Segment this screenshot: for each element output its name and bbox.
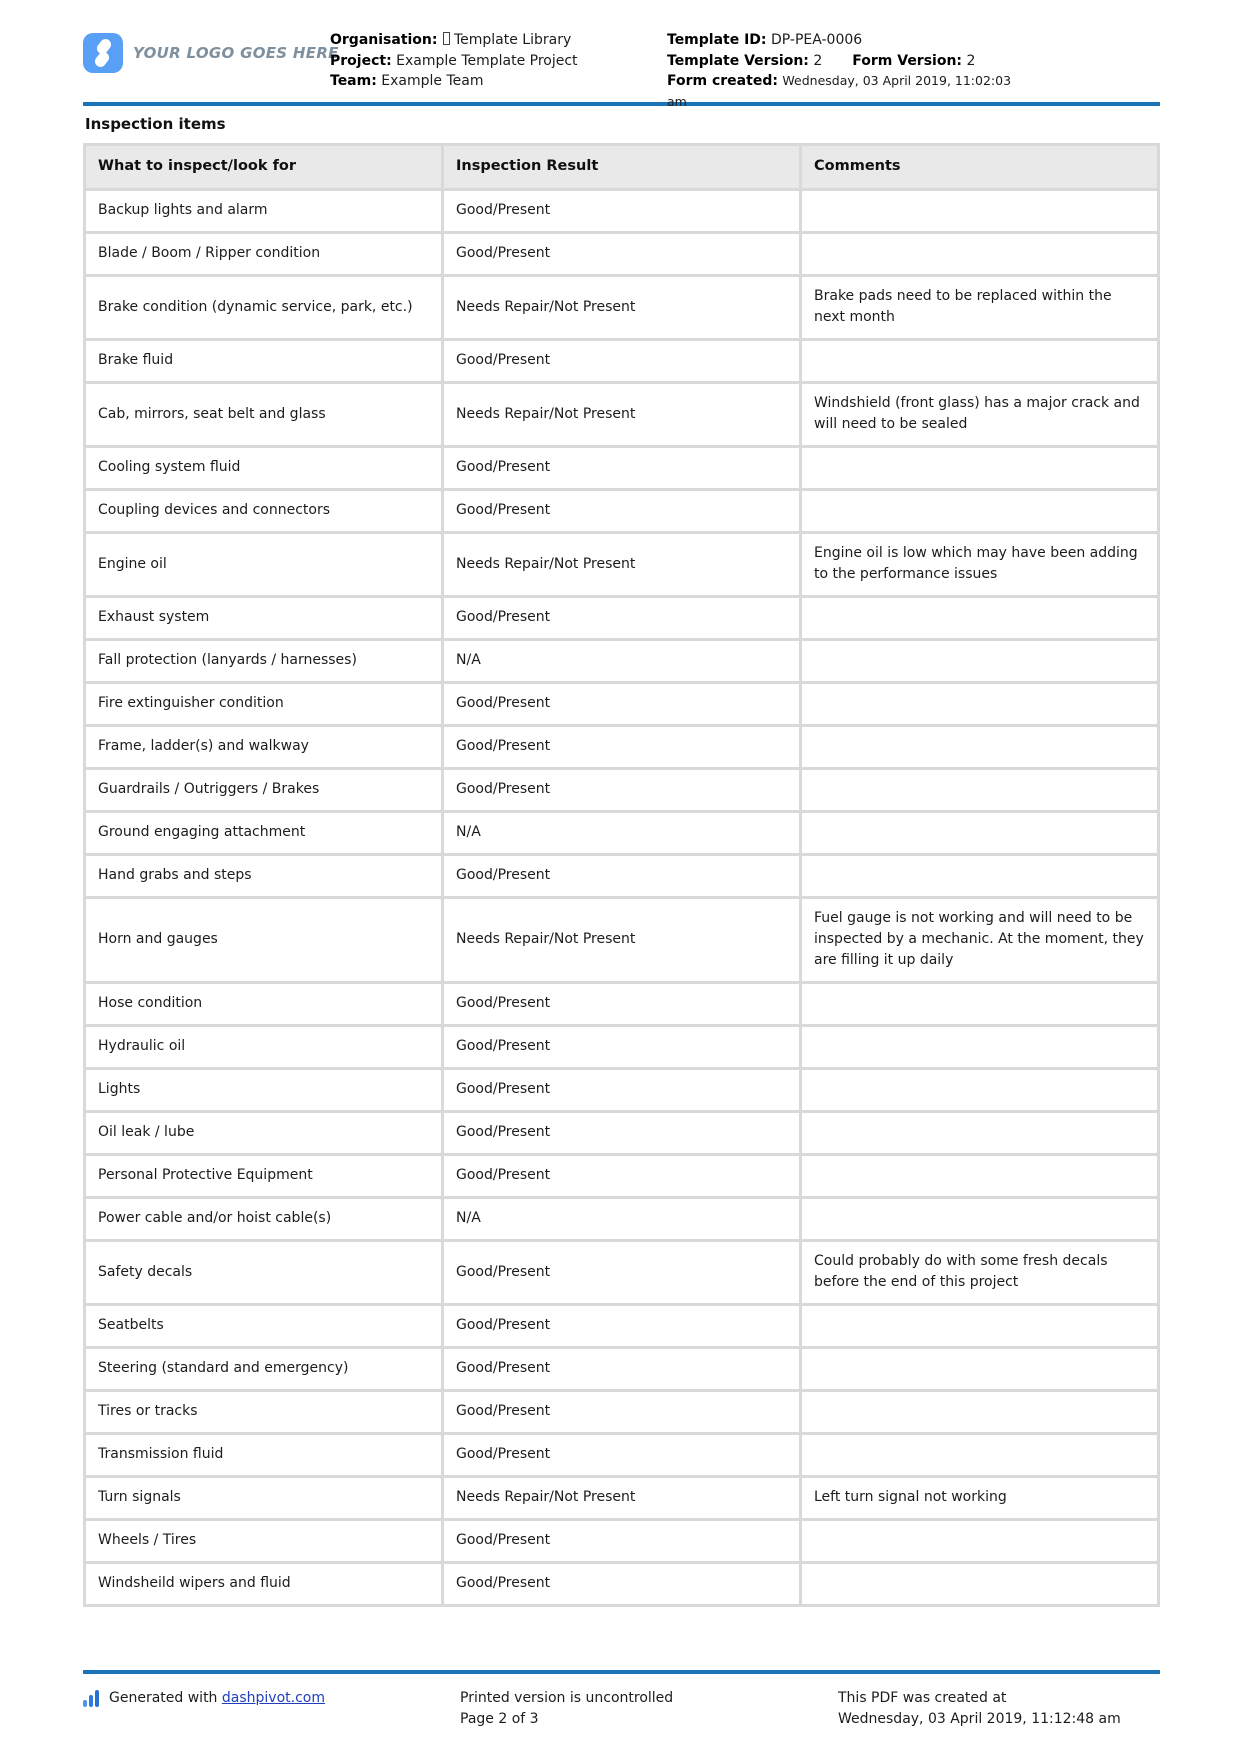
column-header-item: What to inspect/look for bbox=[85, 145, 443, 190]
comment-cell bbox=[801, 1069, 1159, 1112]
logo-placeholder-text: YOUR LOGO GOES HERE bbox=[133, 44, 339, 62]
table-row bbox=[85, 640, 1159, 683]
inspect-item-cell: Steering (standard and emergency) bbox=[85, 1348, 443, 1391]
table-row bbox=[85, 1520, 1159, 1563]
inspect-item-cell: Blade / Boom / Ripper condition bbox=[85, 233, 443, 276]
inspect-item-cell: Brake condition (dynamic service, park, etc.) bbox=[85, 276, 443, 340]
table-row bbox=[85, 383, 1159, 447]
template-version-label: Template Version: bbox=[667, 52, 809, 69]
missing-glyph-box bbox=[443, 32, 450, 45]
inspection-result-cell: Good/Present bbox=[443, 683, 801, 726]
comment-cell bbox=[801, 1198, 1159, 1241]
inspect-item-cell: Coupling devices and connectors bbox=[85, 490, 443, 533]
inspection-result-cell: Needs Repair/Not Present bbox=[443, 1477, 801, 1520]
template-version-value: 2 bbox=[813, 52, 823, 69]
template-id-value: DP-PEA-0006 bbox=[770, 32, 863, 48]
inspection-result-cell: N/A bbox=[443, 812, 801, 855]
document-header bbox=[83, 0, 1160, 109]
inspection-result-cell: Needs Repair/Not Present bbox=[443, 533, 801, 597]
table-row bbox=[85, 340, 1159, 383]
team-label: Team: bbox=[330, 73, 377, 89]
table-row bbox=[85, 812, 1159, 855]
inspect-item-cell: Hose condition bbox=[85, 983, 443, 1026]
inspect-item-cell: Transmission fluid bbox=[85, 1434, 443, 1477]
inspection-result-cell: Good/Present bbox=[443, 490, 801, 533]
table-row bbox=[85, 1026, 1159, 1069]
comment-cell bbox=[801, 683, 1159, 726]
inspect-item-cell: Fall protection (lanyards / harnesses) bbox=[85, 640, 443, 683]
organisation-value: Template Library bbox=[453, 32, 572, 48]
inspection-result-cell: Good/Present bbox=[443, 340, 801, 383]
table-row bbox=[85, 1112, 1159, 1155]
form-version-value: 2 bbox=[966, 52, 976, 69]
inspect-item-cell: Personal Protective Equipment bbox=[85, 1155, 443, 1198]
column-header-comments: Comments bbox=[801, 145, 1159, 190]
inspect-item-cell: Cab, mirrors, seat belt and glass bbox=[85, 383, 443, 447]
comment-cell bbox=[801, 190, 1159, 233]
comment-cell bbox=[801, 1026, 1159, 1069]
organisation-label: Organisation: bbox=[330, 32, 438, 48]
pdf-created-datetime: Wednesday, 03 April 2019, 11:12:48 am bbox=[838, 1711, 1121, 1727]
team-value: Example Team bbox=[381, 73, 484, 89]
inspect-item-cell: Hydraulic oil bbox=[85, 1026, 443, 1069]
table-row bbox=[85, 898, 1159, 983]
comment-cell bbox=[801, 1305, 1159, 1348]
comment-cell bbox=[801, 490, 1159, 533]
inspection-result-cell: Good/Present bbox=[443, 1563, 801, 1606]
inspect-item-cell: Guardrails / Outriggers / Brakes bbox=[85, 769, 443, 812]
form-created-line bbox=[667, 71, 1029, 112]
dashpivot-s-icon bbox=[83, 33, 123, 73]
comment-cell bbox=[801, 340, 1159, 383]
inspect-item-cell: Windsheild wipers and fluid bbox=[85, 1563, 443, 1606]
inspect-item-cell: Power cable and/or hoist cable(s) bbox=[85, 1198, 443, 1241]
inspection-result-cell: Good/Present bbox=[443, 1112, 801, 1155]
inspection-result-cell: Good/Present bbox=[443, 1348, 801, 1391]
comment-cell bbox=[801, 769, 1159, 812]
footer-generated bbox=[83, 1688, 460, 1709]
table-row bbox=[85, 683, 1159, 726]
inspect-item-cell: Fire extinguisher condition bbox=[85, 683, 443, 726]
comment-cell: Brake pads need to be replaced within the next month bbox=[801, 276, 1159, 340]
project-value: Example Template Project bbox=[396, 52, 578, 69]
inspect-item-cell: Seatbelts bbox=[85, 1305, 443, 1348]
table-row bbox=[85, 597, 1159, 640]
comment-cell bbox=[801, 812, 1159, 855]
inspection-result-cell: Good/Present bbox=[443, 1305, 801, 1348]
inspect-item-cell: Oil leak / lube bbox=[85, 1112, 443, 1155]
comment-cell: Fuel gauge is not working and will need to be inspected by a mechanic. At the moment, they are filling it up daily bbox=[801, 898, 1159, 983]
template-id-line bbox=[667, 30, 1029, 51]
inspect-item-cell: Turn signals bbox=[85, 1477, 443, 1520]
table-row bbox=[85, 190, 1159, 233]
comment-cell bbox=[801, 1155, 1159, 1198]
table-header-row bbox=[85, 145, 1159, 190]
table-row bbox=[85, 1305, 1159, 1348]
table-row bbox=[85, 769, 1159, 812]
inspection-result-cell: N/A bbox=[443, 1198, 801, 1241]
inspection-result-cell: Good/Present bbox=[443, 1391, 801, 1434]
comment-cell bbox=[801, 1348, 1159, 1391]
comment-cell bbox=[801, 855, 1159, 898]
table-row bbox=[85, 983, 1159, 1026]
inspection-result-cell: Good/Present bbox=[443, 1241, 801, 1305]
section-title: Inspection items bbox=[85, 115, 226, 133]
team-line bbox=[330, 71, 578, 92]
comment-cell bbox=[801, 1391, 1159, 1434]
generated-with-text: Generated with dashpivot.com bbox=[109, 1690, 325, 1706]
form-created-label: Form created: bbox=[667, 73, 778, 89]
form-created-value: Wednesday, 03 April 2019, 11:02:03 am bbox=[667, 73, 1012, 109]
inspection-result-cell: Good/Present bbox=[443, 1026, 801, 1069]
column-header-result: Inspection Result bbox=[443, 145, 801, 190]
inspect-item-cell: Hand grabs and steps bbox=[85, 855, 443, 898]
table-row bbox=[85, 1434, 1159, 1477]
inspection-result-cell: Good/Present bbox=[443, 983, 801, 1026]
inspection-result-cell: Good/Present bbox=[443, 1520, 801, 1563]
inspect-item-cell: Cooling system fluid bbox=[85, 447, 443, 490]
comment-cell bbox=[801, 1520, 1159, 1563]
inspection-result-cell: Good/Present bbox=[443, 769, 801, 812]
versions-line bbox=[667, 51, 1029, 72]
inspect-item-cell: Engine oil bbox=[85, 533, 443, 597]
footer-divider-rule bbox=[83, 1670, 1160, 1674]
table-row bbox=[85, 447, 1159, 490]
comment-cell bbox=[801, 1112, 1159, 1155]
inspection-result-cell: N/A bbox=[443, 640, 801, 683]
pdf-created-label: This PDF was created at bbox=[838, 1690, 1007, 1706]
comment-cell bbox=[801, 983, 1159, 1026]
inspection-items-table bbox=[83, 143, 1160, 1607]
table-row bbox=[85, 1391, 1159, 1434]
project-label: Project: bbox=[330, 52, 392, 69]
organisation-line bbox=[330, 30, 578, 51]
inspect-item-cell: Ground engaging attachment bbox=[85, 812, 443, 855]
comment-cell bbox=[801, 447, 1159, 490]
inspection-result-cell: Good/Present bbox=[443, 1155, 801, 1198]
comment-cell bbox=[801, 233, 1159, 276]
comment-cell: Could probably do with some fresh decals before the end of this project bbox=[801, 1241, 1159, 1305]
inspect-item-cell: Wheels / Tires bbox=[85, 1520, 443, 1563]
table-row bbox=[85, 1348, 1159, 1391]
table-row bbox=[85, 1477, 1159, 1520]
inspect-item-cell: Horn and gauges bbox=[85, 898, 443, 983]
table-row bbox=[85, 533, 1159, 597]
inspect-item-cell: Backup lights and alarm bbox=[85, 190, 443, 233]
table-row bbox=[85, 233, 1159, 276]
inspection-result-cell: Good/Present bbox=[443, 726, 801, 769]
comment-cell bbox=[801, 1563, 1159, 1606]
table-row bbox=[85, 1198, 1159, 1241]
logo bbox=[83, 33, 339, 73]
inspect-item-cell: Safety decals bbox=[85, 1241, 443, 1305]
footer-columns bbox=[83, 1688, 1160, 1730]
inspection-result-cell: Good/Present bbox=[443, 597, 801, 640]
inspect-item-cell: Frame, ladder(s) and walkway bbox=[85, 726, 443, 769]
table-row bbox=[85, 1563, 1159, 1606]
bar-chart-icon bbox=[83, 1690, 101, 1707]
document-footer bbox=[83, 1670, 1160, 1730]
table-row bbox=[85, 276, 1159, 340]
uncontrolled-text: Printed version is uncontrolled bbox=[460, 1690, 674, 1706]
inspection-result-cell: Good/Present bbox=[443, 855, 801, 898]
comment-cell: Windshield (front glass) has a major crack and will need to be sealed bbox=[801, 383, 1159, 447]
inspection-result-cell: Good/Present bbox=[443, 233, 801, 276]
table-row bbox=[85, 1069, 1159, 1112]
comment-cell bbox=[801, 726, 1159, 769]
footer-created-info bbox=[838, 1688, 1160, 1730]
inspect-item-cell: Brake fluid bbox=[85, 340, 443, 383]
page-number-text: Page 2 of 3 bbox=[460, 1711, 539, 1727]
inspection-result-cell: Needs Repair/Not Present bbox=[443, 898, 801, 983]
comment-cell bbox=[801, 597, 1159, 640]
inspection-result-cell: Good/Present bbox=[443, 1069, 801, 1112]
inspection-result-cell: Needs Repair/Not Present bbox=[443, 383, 801, 447]
table-row bbox=[85, 1155, 1159, 1198]
page-content bbox=[83, 0, 1160, 1607]
dashpivot-link[interactable]: dashpivot.com bbox=[221, 1690, 325, 1706]
inspect-item-cell: Lights bbox=[85, 1069, 443, 1112]
inspection-result-cell: Good/Present bbox=[443, 447, 801, 490]
project-line bbox=[330, 51, 578, 72]
inspect-item-cell: Tires or tracks bbox=[85, 1391, 443, 1434]
table-row bbox=[85, 1241, 1159, 1305]
inspect-item-cell: Exhaust system bbox=[85, 597, 443, 640]
comment-cell: Left turn signal not working bbox=[801, 1477, 1159, 1520]
comment-cell: Engine oil is low which may have been adding to the performance issues bbox=[801, 533, 1159, 597]
form-version-label: Form Version: bbox=[852, 52, 963, 69]
table-row bbox=[85, 490, 1159, 533]
inspection-result-cell: Good/Present bbox=[443, 190, 801, 233]
table-row bbox=[85, 855, 1159, 898]
footer-print-info bbox=[460, 1688, 838, 1730]
template-id-label: Template ID: bbox=[667, 32, 767, 48]
comment-cell bbox=[801, 1434, 1159, 1477]
header-info-left bbox=[330, 30, 578, 92]
inspection-result-cell: Good/Present bbox=[443, 1434, 801, 1477]
inspection-result-cell: Needs Repair/Not Present bbox=[443, 276, 801, 340]
comment-cell bbox=[801, 640, 1159, 683]
table-row bbox=[85, 726, 1159, 769]
header-info-right bbox=[667, 30, 1029, 112]
